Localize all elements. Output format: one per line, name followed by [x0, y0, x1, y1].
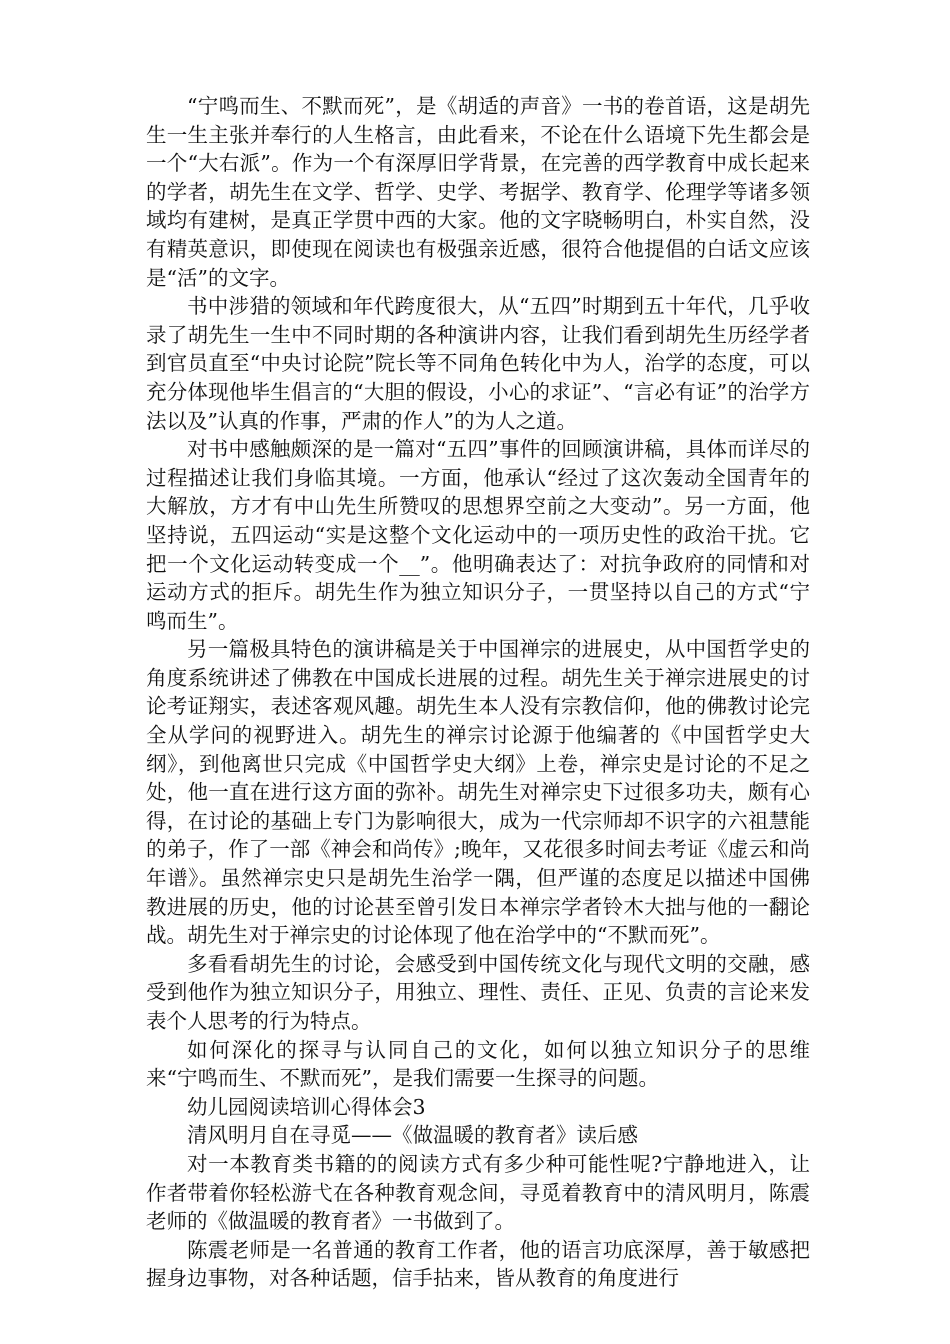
paragraph-8: 陈震老师是一名普通的教育工作者，他的语言功底深厚，善于敏感把握身边事物，对各种话题，信手拈来，皆从教育的角度进行 [146, 1237, 810, 1291]
paragraph-6: 如何深化的探寻与认同自己的文化，如何以独立知识分子的思维来“宁鸣而生、不默而死”，是我们需要一生探寻的问题。 [146, 1037, 810, 1091]
document-body [146, 92, 810, 1293]
section-title: 幼儿园阅读培训心得体会3 [187, 1094, 426, 1119]
paragraph-1: “宁鸣而生、不默而死”，是《胡适的声音》一书的卷首语，这是胡先生一生主张并奉行的人生格言，由此看来，不论在什么语境下先生都会是一个“大右派”。作为一个有深厚旧学背景，在完善的西学教育中成长起来的学者，胡先生在文学、哲学、史学、考据学、教育学、伦理学等诸多领域均有建树，是真正学贯中西的大家。他的文字晓畅明白，朴实自然，没有精英意识，即使现在阅读也有极强亲近感，很符合他提倡的白话文应该是“活”的文字。 [146, 94, 810, 290]
article-title: 清风明月自在寻觅——《做温暖的教育者》读后感 [187, 1123, 638, 1148]
paragraph-2: 书中涉猎的领域和年代跨度很大，从“五四”时期到五十年代，几乎收录了胡先生一生中不同时期的各种演讲内容，让我们看到胡先生历经学者到官员直至“中央讨论院”院长等不同角色转化中为人，治学的态度，可以充分体现他毕生倡言的“大胆的假设，小心的求证”、“言必有证”的治学方法以及”认真的作事，严肃的作人”的为人之道。 [146, 294, 810, 433]
paragraph-3: 对书中感触颇深的是一篇对“五四”事件的回顾演讲稿，具体而详尽的过程描述让我们身临其境。一方面，他承认“经过了这次轰动全国青年的大解放，方才有中山先生所赞叹的思想界空前之大变动”。另一方面，他坚持说，五四运动“实是这整个文化运动中的一项历史性的政治干扰。它把一个文化运动转变成一个__”。他明确表达了：对抗争政府的同情和对运动方式的拒斥。胡先生作为独立知识分子，一贯坚持以自己的方式“宁鸣而生”。 [146, 437, 810, 633]
paragraph-4: 另一篇极具特色的演讲稿是关于中国禅宗的进展史，从中国哲学史的角度系统讲述了佛教在中国成长进展的过程。胡先生关于禅宗进展史的讨论考证翔实，表述客观风趣。胡先生本人没有宗教信仰，他的佛教讨论完全从学问的视野进入。胡先生的禅宗讨论源于他编著的《中国哲学史大纲》，到他离世只完成《中国哲学史大纲》上卷，禅宗史是讨论的不足之处，他一直在进行这方面的弥补。胡先生对禅宗史下过很多功夫，颇有心得，在讨论的基础上专门为影响很大，成为一代宗师却不识字的六祖慧能的弟子，作了一部《神会和尚传》;晚年，又花很多时间去考证《虚云和尚年谱》。虽然禅宗史只是胡先生治学一隅，但严谨的态度足以描述中国佛教进展的历史，他的讨论甚至曾引发日本禅宗学者铃木大拙与他的一翻论战。胡先生对于禅宗史的讨论体现了他在治学中的“不默而死”。 [146, 637, 810, 948]
paragraph-5: 多看看胡先生的讨论，会感受到中国传统文化与现代文明的交融，感受到他作为独立知识分子，用独立、理性、责任、正见、负责的言论来发表个人思考的行为特点。 [146, 951, 810, 1033]
paragraph-7: 对一本教育类书籍的的阅读方式有多少种可能性呢?宁静地进入，让作者带着你轻松游弋在各种教育观念间，寻觅着教育中的清风明月，陈震老师的《做温暖的教育者》一书做到了。 [146, 1151, 810, 1234]
